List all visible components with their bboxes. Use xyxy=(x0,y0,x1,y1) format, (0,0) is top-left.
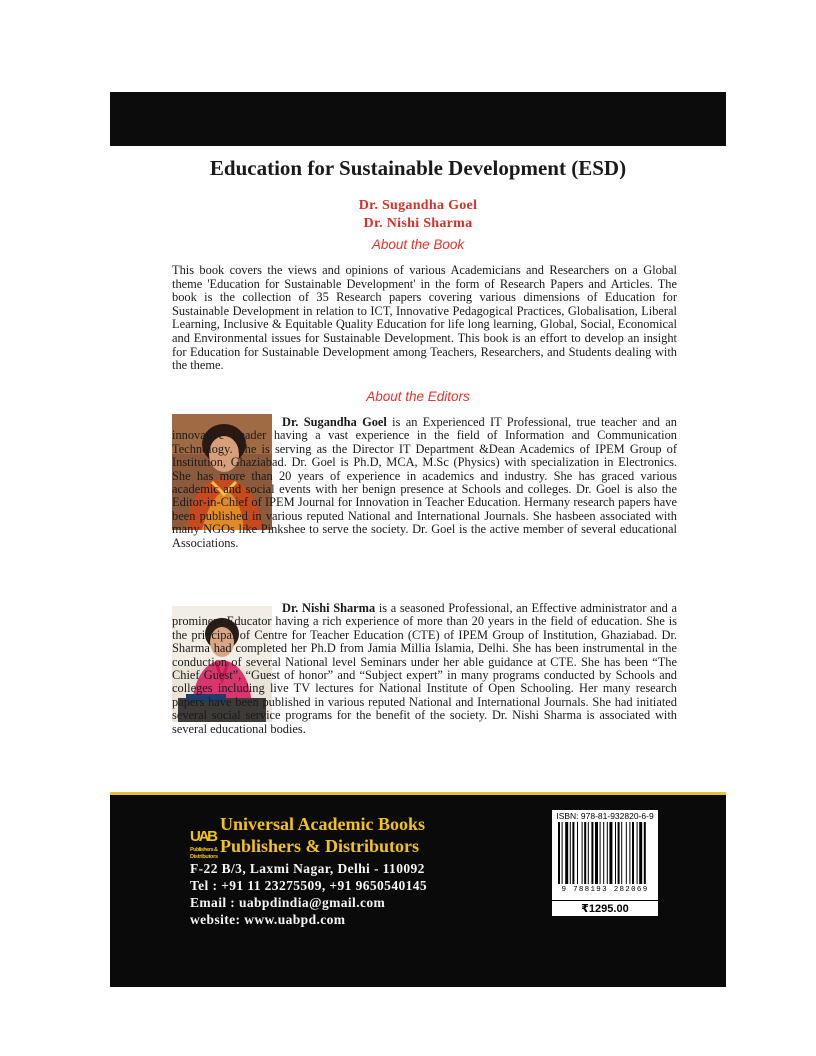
publisher-email: Email : uabpdindia@gmail.com xyxy=(190,895,386,910)
editor1-name: Dr. Sugandha Goel xyxy=(282,415,387,429)
book-title: Education for Sustainable Development (ESD) xyxy=(209,156,627,180)
publisher-phone: Tel : +91 11 23275509, +91 9650540145 xyxy=(190,878,428,893)
svg-text:UAB: UAB xyxy=(190,828,218,845)
editor2-name: Dr. Nishi Sharma xyxy=(282,601,376,615)
publisher-address: F-22 B/3, Laxmi Nagar, Delhi - 110092 xyxy=(190,861,425,876)
uab-logo-icon xyxy=(190,815,218,867)
editor1-bio-text: is an Experienced IT Professional, true teacher and an innovative Leader having a vast experience in the field of Information and Communication Technology. She is serving as the Director IT Department &Dean Academics of IPEM Group of Institution, Ghaziabad. Dr. Goel is Ph.D, MCA, M.Sc (Physics) with specialization in Electronics. She has more than 20 years of experience in academics and industry. She has graced various academic and social events with her benign presence at Schools and colleges. Dr. Goel is also the Editor-in-Chief of IPEM Journal for Innovation in Teacher Education. Hermany research papers have been published in various reputed National and International Journals. She hasbeen associated with many NGOs like Pinkshee to serve the society. Dr. Goel is the active member of several educational Associations. xyxy=(172,415,677,550)
svg-text:Publishers &: Publishers & xyxy=(190,847,218,853)
editor1-bio xyxy=(172,416,677,550)
svg-text:Distributors: Distributors xyxy=(190,854,218,860)
editor2-bio xyxy=(172,602,677,736)
about-book-heading: About the Book xyxy=(371,237,465,252)
publisher-subname: Publishers & Distributors xyxy=(220,836,420,856)
publisher-band xyxy=(110,792,726,987)
about-book-text: This book covers the views and opinions of various Academicians and Researchers on a Global theme 'Education for Sustainable Development' in the form of Research Papers and Articles. The book is the collection of 35 Research papers covering various dimensions of Education for Sustainable Development in relation to ICT, Innovative Pedagogical Practices, Globalisation, Liberal Learning, Inclusive & Equitable Quality Education for life long learning, Global, Social, Economical and Environmental issues for Sustainable Development. This book is an effort to develop an insight for Education for Sustainable Development among Teachers, Researchers, and Students dealing with the theme. xyxy=(172,263,677,373)
barcode-digits: 9 788193 282069 xyxy=(561,886,649,894)
author-name: Dr. Sugandha Goel xyxy=(358,198,478,213)
publisher-website: website: www.uabpd.com xyxy=(190,912,346,927)
publisher-name: Universal Academic Books xyxy=(220,814,425,834)
editor2-bio-text: is a seasoned Professional, an Effective administrator and a prominent Educator having a rich experience of more than 20 years in the field of education. She is the principal of Centre for Teacher Education (CTE) of IPEM Group of Institution, Ghaziabad. Dr. Sharma had completed her Ph.D from Jamia Millia Islamia, Delhi. She has been instrumental in the conduction of several National level Seminars under her able guidance at CTE. She has been “The Chief Guest”, “Guest of honor” and “Subject expert” in many programs conducted by Schools and colleges including live TV lectures for National Institute of Open Schooling. Her many research papers have been published in various reputed National and International Journals. She had initiated several social service programs for the benefit of the society. Dr. Nishi Sharma is associated with several educational bodies. xyxy=(172,601,677,736)
author-name: Dr. Nishi Sharma xyxy=(363,216,473,231)
isbn-text: ISBN: 978-81-932820-6-9 xyxy=(556,811,654,821)
about-editors-heading: About the Editors xyxy=(366,389,470,404)
top-black-band xyxy=(110,92,726,146)
book-back-cover xyxy=(110,92,726,984)
isbn-barcode-box xyxy=(552,810,658,916)
price-label: ₹1295.00 xyxy=(552,900,658,915)
